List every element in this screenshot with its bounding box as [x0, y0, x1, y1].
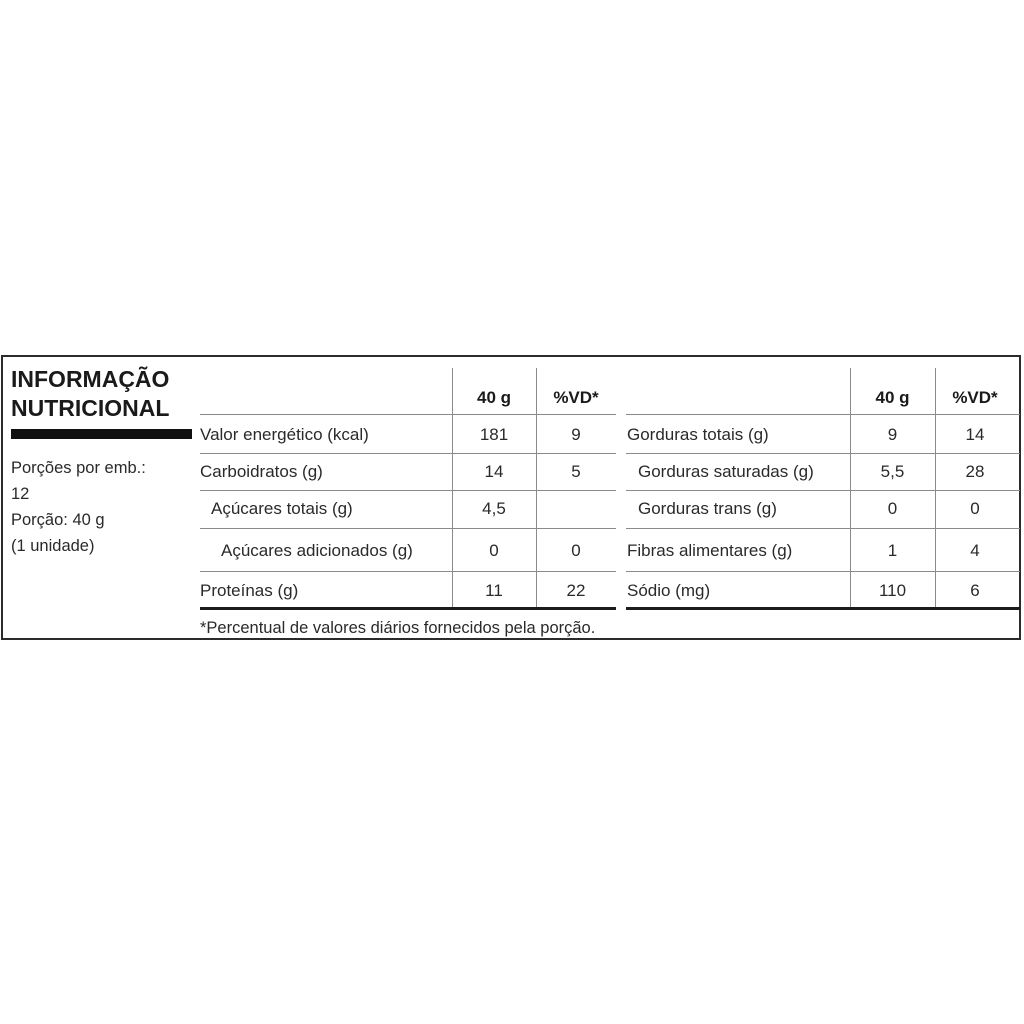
- nutrient-name: Fibras alimentares (g): [627, 541, 793, 560]
- portion-size: Porção: 40 g: [11, 511, 105, 529]
- right-bottom-rule: [626, 607, 1020, 610]
- nutrient-amount: 5,5: [880, 462, 905, 481]
- left-header-amount: 40 g: [476, 388, 512, 407]
- nutrient-name: Sódio (mg): [627, 581, 711, 600]
- nutrient-amount: 110: [878, 581, 907, 600]
- nutrient-vd: 5: [571, 462, 581, 481]
- nutrient-vd: 0: [970, 499, 980, 518]
- servings-per-package-value: 12: [11, 485, 30, 503]
- nutrient-vd: 9: [571, 425, 581, 444]
- right-row-rule: [626, 571, 1020, 572]
- right-col-divider-2: [935, 368, 936, 608]
- title-line-2: NUTRICIONAL: [11, 395, 170, 421]
- nutrient-vd: 14: [965, 425, 985, 444]
- right-row-rule: [626, 528, 1020, 529]
- nutrient-amount: 11: [485, 581, 503, 600]
- title-underline-bar: [11, 429, 192, 439]
- nutrient-name: Açúcares adicionados (g): [221, 541, 413, 560]
- label-title: [11, 365, 169, 423]
- nutrient-vd: 22: [566, 581, 586, 600]
- left-col-divider-1: [452, 368, 453, 608]
- nutrient-vd: 28: [965, 462, 985, 481]
- nutrient-amount: 4,5: [482, 499, 506, 518]
- nutrient-amount: 1: [887, 541, 898, 560]
- nutrient-vd: 4: [970, 541, 980, 560]
- nutrient-amount: 9: [887, 425, 898, 444]
- left-row-rule: [200, 490, 616, 491]
- nutrient-amount: 14: [484, 462, 504, 481]
- left-header-vd: %VD*: [553, 388, 599, 407]
- left-header-rule: [200, 414, 616, 415]
- nutrient-name: Carboidratos (g): [200, 462, 323, 481]
- left-col-divider-2: [536, 368, 537, 608]
- footnote: *Percentual de valores diários fornecidos pela porção.: [200, 619, 596, 637]
- nutrient-amount: 0: [489, 541, 499, 560]
- right-header-rule: [626, 414, 1020, 415]
- right-header-amount: 40 g: [875, 388, 910, 407]
- nutrient-amount: 0: [887, 499, 898, 518]
- servings-per-package-label: Porções por emb.:: [11, 459, 146, 477]
- nutrient-name: Gorduras saturadas (g): [638, 462, 814, 481]
- nutrient-name: Gorduras trans (g): [638, 499, 777, 518]
- nutrient-name: Açúcares totais (g): [211, 499, 353, 518]
- right-col-divider-1: [850, 368, 851, 608]
- serving-info: [11, 455, 146, 559]
- nutrient-vd: 6: [970, 581, 980, 600]
- right-header-vd: %VD*: [952, 388, 998, 407]
- left-row-rule: [200, 453, 616, 454]
- right-row-rule: [626, 490, 1020, 491]
- portion-unit: (1 unidade): [11, 537, 95, 555]
- nutrient-name: Gorduras totais (g): [627, 425, 769, 444]
- nutrient-name: Valor energético (kcal): [200, 425, 369, 444]
- title-line-1: INFORMAÇÃO: [11, 366, 170, 392]
- nutrient-amount: 181: [479, 425, 509, 444]
- left-row-rule: [200, 528, 616, 529]
- right-row-rule: [626, 453, 1020, 454]
- nutrient-vd: 0: [571, 541, 581, 560]
- nutrient-name: Proteínas (g): [200, 581, 299, 600]
- left-row-rule: [200, 571, 616, 572]
- left-bottom-rule: [200, 607, 616, 610]
